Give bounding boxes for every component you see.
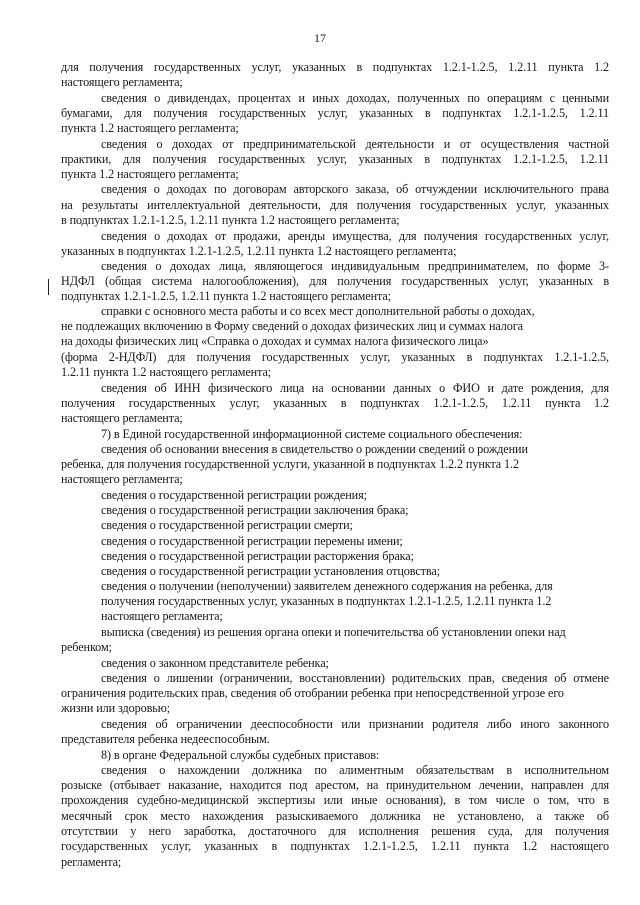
text-line: на результаты интеллектуальной деятельности, для получения государственных услуг, указанных: [61, 198, 609, 212]
text-line: сведения о государственной регистрации заключения брака;: [101, 503, 409, 517]
text-line: практики, для получения государственных услуг, указанных в подпунктах 1.2.1-1.2.5, 1.2.11: [61, 152, 609, 166]
text-line: прохождения судебно-медицинской экспертизы или иные основания), в том числе о том, что в: [61, 793, 609, 807]
text-line: представителя ребенка недееспособным.: [61, 732, 270, 746]
text-line: выписка (сведения) из решения органа опеки и попечительства об установлении опеки над: [101, 625, 566, 639]
text-line: сведения об ограничении дееспособности или признании родителя либо иного законного: [101, 717, 609, 731]
text-line: жизни или здоровью;: [61, 701, 171, 715]
text-line: сведения о доходах от предпринимательской деятельности и от осуществления частной: [101, 137, 609, 151]
text-line: сведения о государственной регистрации рождения;: [101, 488, 367, 502]
revision-mark: [48, 279, 49, 295]
text-line: получения государственных услуг, указанных в подпунктах 1.2.1-1.2.5, 1.2.11 пункта 1.2: [101, 594, 552, 608]
text-line: сведения о государственной регистрации перемены имени;: [101, 534, 403, 548]
text-line: на доходы физических лиц «Справка о доходах и суммах налога физического лица»: [61, 334, 489, 348]
text-line: пункта 1.2 настоящего регламента;: [61, 167, 239, 181]
text-line: сведения о законном представителе ребенка;: [101, 656, 329, 670]
section-heading: 8) в органе Федеральной службы судебных приставов:: [101, 748, 380, 762]
text-line: настоящего регламента;: [61, 75, 183, 89]
text-line: сведения о государственной регистрации расторжения брака;: [101, 549, 414, 563]
text-line: сведения об ИНН физического лица на основании данных о ФИО и дате рождения, для: [101, 381, 609, 395]
text-line: ребенка, для получения государственной услуги, указанной в подпунктах 1.2.2 пункта 1.2: [61, 457, 519, 471]
text-line: настоящего регламента;: [101, 609, 223, 623]
text-line: сведения об основании внесения в свидетельство о рождении сведений о рождении: [101, 442, 528, 456]
text-line: сведения о доходах лица, являющегося индивидуальным предпринимателем, по форме 3-: [101, 259, 609, 273]
text-line: в подпунктах 1.2.1-1.2.5, 1.2.11 пункта 1.2 настоящего регламента;: [61, 213, 400, 227]
text-line: справки с основного места работы и со всех мест дополнительной работы о доходах,: [101, 304, 535, 318]
text-line: получения государственных услуг, указанных в подпунктах 1.2.1-1.2.5, 1.2.11 пункта 1.2: [61, 396, 609, 410]
text-line: ребенком;: [61, 640, 112, 654]
text-line: сведения о государственной регистрации смерти;: [101, 518, 353, 532]
text-line: для получения государственных услуг, указанных в подпунктах 1.2.1-1.2.5, 1.2.11 пункта 1.2: [61, 60, 609, 74]
text-line: подпунктах 1.2.1-1.2.5, 1.2.11 пункта 1.2 настоящего регламента;: [61, 289, 391, 303]
text-line: пункта 1.2 настоящего регламента;: [61, 121, 239, 135]
text-line: розыске (отбывает наказание, находится под арестом, на принудительном лечении, направлен для: [61, 778, 609, 792]
text-line: сведения о доходах от продажи, аренды имущества, для получения государственных услуг,: [101, 229, 609, 243]
text-line: 1.2.11 пункта 1.2 настоящего регламента;: [61, 365, 272, 379]
text-line: настоящего регламента;: [61, 472, 183, 486]
text-line: указанных в подпунктах 1.2.1-1.2.5, 1.2.11 пункта 1.2 настоящего регламента;: [61, 244, 457, 258]
text-line: ограничения родительских прав, сведения об отобрании ребенка при непосредственной угрозе его: [61, 686, 564, 700]
text-line: сведения о доходах по договорам авторского заказа, об отчуждении исключительного права: [101, 182, 609, 196]
text-line: государственных услуг, указанных в подпунктах 1.2.1-1.2.5, 1.2.11 пункта 1.2 настоящего: [61, 839, 609, 853]
text-line: сведения о получении (неполучении) заявителем денежного содержания на ребенка, для: [101, 579, 553, 593]
text-line: НДФЛ (общая система налогообложения), для получения государственных услуг, указанных в: [61, 274, 609, 288]
text-line: сведения о государственной регистрации установления отцовства;: [101, 564, 440, 578]
text-line: сведения о дивидендах, процентах и иных доходах, полученных по операциям с ценными: [101, 91, 609, 105]
text-line: регламента;: [61, 855, 122, 869]
section-heading: 7) в Единой государственной информационной системе социального обеспечения:: [101, 427, 523, 441]
page-number: 17: [314, 31, 326, 45]
text-line: не подлежащих включению в Форму сведений о доходах физических лиц и суммах налога: [61, 319, 523, 333]
text-line: настоящего регламента;: [61, 411, 183, 425]
text-line: сведения о лишении (ограничении, восстановлении) родительских прав, сведения об отмене: [101, 671, 609, 685]
text-line: сведения о нахождении должника по алиментным обязательствам в исполнительном: [101, 763, 609, 777]
text-line: (форма 2-НДФЛ) для получения государственных услуг, указанных в подпунктах 1.2.1-1.2.5,: [61, 350, 609, 364]
text-line: бумагами, для получения государственных услуг, указанных в подпунктах 1.2.1-1.2.5, 1.2.11: [61, 106, 609, 120]
text-line: отсутствии у него заработка, достаточного для исполнения решения суда, для получения: [61, 824, 609, 838]
text-line: месячный срок место нахождения разыскиваемого должника не установлено, а также об: [61, 809, 609, 823]
